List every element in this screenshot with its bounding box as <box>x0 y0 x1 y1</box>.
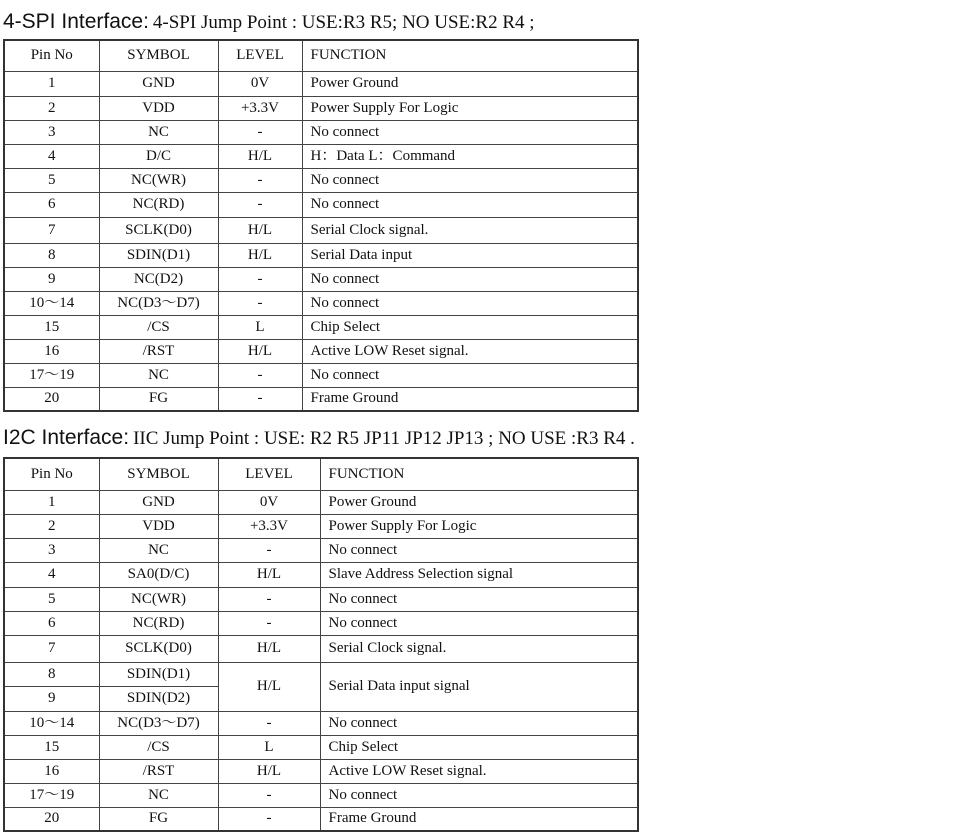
symbol-cell: NC(RD) <box>99 192 218 217</box>
level-cell: - <box>218 291 302 315</box>
level-cell: - <box>218 538 320 562</box>
level-cell: L <box>218 735 320 759</box>
function-cell: Serial Data input signal <box>320 662 638 711</box>
symbol-cell: NC(WR) <box>99 168 218 192</box>
function-cell: Active LOW Reset signal. <box>302 339 638 363</box>
table-row <box>4 711 638 735</box>
spi-section-heading <box>3 11 535 32</box>
symbol-cell: /CS <box>99 735 218 759</box>
table-row <box>4 339 638 363</box>
table-row <box>4 611 638 635</box>
symbol-cell: FG <box>99 807 218 831</box>
pin-no-cell: 15 <box>4 315 99 339</box>
table-row <box>4 315 638 339</box>
level-cell: 0V <box>218 490 320 514</box>
pin-no-cell: 10～14 <box>4 291 99 315</box>
pin-no-cell: 2 <box>4 96 99 120</box>
function-cell: No connect <box>320 538 638 562</box>
symbol-cell: SDIN(D1) <box>99 243 218 267</box>
pin-no-cell: 5 <box>4 587 99 611</box>
table-row <box>4 243 638 267</box>
i2c-pin-table <box>3 457 639 832</box>
table-row <box>4 514 638 538</box>
symbol-cell: SCLK(D0) <box>99 217 218 243</box>
pin-no-cell: 5 <box>4 168 99 192</box>
pin-no-cell: 2 <box>4 514 99 538</box>
pin-no-cell: 1 <box>4 71 99 96</box>
table-row <box>4 538 638 562</box>
symbol-cell: VDD <box>99 96 218 120</box>
table-header-row <box>4 458 638 490</box>
header-symbol: SYMBOL <box>99 458 218 490</box>
function-cell: No connect <box>302 291 638 315</box>
spi-jump-point-note: 4-SPI Jump Point : USE:R3 R5; NO USE:R2 R4 ; <box>152 12 535 33</box>
level-cell: +3.3V <box>218 96 302 120</box>
table-row <box>4 120 638 144</box>
table-row <box>4 387 638 411</box>
level-cell: - <box>218 120 302 144</box>
header-function: FUNCTION <box>302 40 638 71</box>
symbol-cell: /RST <box>99 759 218 783</box>
table-row <box>4 587 638 611</box>
function-cell: No connect <box>302 363 638 387</box>
level-cell: - <box>218 363 302 387</box>
symbol-cell: NC(D3～D7) <box>99 291 218 315</box>
symbol-cell: NC(D2) <box>99 267 218 291</box>
function-cell: Active LOW Reset signal. <box>320 759 638 783</box>
symbol-cell: GND <box>99 490 218 514</box>
function-cell: Frame Ground <box>302 387 638 411</box>
symbol-cell: NC(RD) <box>99 611 218 635</box>
pin-no-cell: 20 <box>4 807 99 831</box>
symbol-cell: D/C <box>99 144 218 168</box>
table-row <box>4 735 638 759</box>
level-cell: +3.3V <box>218 514 320 538</box>
pin-no-cell: 16 <box>4 759 99 783</box>
function-cell: No connect <box>302 168 638 192</box>
level-cell: H/L <box>218 635 320 662</box>
symbol-cell: NC <box>99 538 218 562</box>
pin-no-cell: 7 <box>4 635 99 662</box>
function-cell: No connect <box>302 267 638 291</box>
table-row <box>4 635 638 662</box>
table-row <box>4 783 638 807</box>
table-row <box>4 96 638 120</box>
pin-no-cell: 20 <box>4 387 99 411</box>
table-row <box>4 363 638 387</box>
table-row <box>4 168 638 192</box>
symbol-cell: SDIN(D1) <box>99 662 218 686</box>
pin-no-cell: 8 <box>4 662 99 686</box>
pin-no-cell: 6 <box>4 192 99 217</box>
function-cell: No connect <box>320 587 638 611</box>
pin-no-cell: 4 <box>4 562 99 587</box>
pin-no-cell: 16 <box>4 339 99 363</box>
table-header-row <box>4 40 638 71</box>
level-cell: 0V <box>218 71 302 96</box>
function-cell: Serial Clock signal. <box>320 635 638 662</box>
function-cell: Slave Address Selection signal <box>320 562 638 587</box>
level-cell: L <box>218 315 302 339</box>
pin-no-cell: 1 <box>4 490 99 514</box>
level-cell: - <box>218 168 302 192</box>
symbol-cell: SA0(D/C) <box>99 562 218 587</box>
level-cell: H/L <box>218 662 320 711</box>
level-cell: - <box>218 783 320 807</box>
pin-no-cell: 9 <box>4 686 99 711</box>
pin-no-cell: 3 <box>4 120 99 144</box>
level-cell: - <box>218 807 320 831</box>
table-row <box>4 807 638 831</box>
function-cell: No connect <box>302 120 638 144</box>
function-cell: Power Ground <box>320 490 638 514</box>
spi-pin-table <box>3 39 639 412</box>
table-row <box>4 217 638 243</box>
pin-no-cell: 3 <box>4 538 99 562</box>
level-cell: - <box>218 192 302 217</box>
level-cell: H/L <box>218 339 302 363</box>
table-row <box>4 71 638 96</box>
level-cell: H/L <box>218 759 320 783</box>
symbol-cell: SCLK(D0) <box>99 635 218 662</box>
table-row <box>4 662 638 686</box>
pin-no-cell: 4 <box>4 144 99 168</box>
symbol-cell: NC(D3～D7) <box>99 711 218 735</box>
table-row <box>4 490 638 514</box>
level-cell: H/L <box>218 217 302 243</box>
symbol-cell: GND <box>99 71 218 96</box>
pin-no-cell: 17～19 <box>4 363 99 387</box>
pin-no-cell: 10～14 <box>4 711 99 735</box>
function-cell: Frame Ground <box>320 807 638 831</box>
table-row <box>4 192 638 217</box>
i2c-section-heading <box>3 427 635 448</box>
symbol-cell: VDD <box>99 514 218 538</box>
symbol-cell: NC <box>99 783 218 807</box>
level-cell: - <box>218 587 320 611</box>
level-cell: H/L <box>218 243 302 267</box>
level-cell: - <box>218 387 302 411</box>
symbol-cell: /RST <box>99 339 218 363</box>
function-cell: Serial Clock signal. <box>302 217 638 243</box>
table-row <box>4 291 638 315</box>
function-cell: Chip Select <box>320 735 638 759</box>
header-function: FUNCTION <box>320 458 638 490</box>
symbol-cell: NC <box>99 363 218 387</box>
table-row <box>4 144 638 168</box>
level-cell: - <box>218 267 302 291</box>
pin-no-cell: 17～19 <box>4 783 99 807</box>
level-cell: - <box>218 611 320 635</box>
i2c-jump-point-note: IIC Jump Point : USE: R2 R5 JP11 JP12 JP13 ; NO USE :R3 R4 . <box>133 428 635 449</box>
function-cell: Power Supply For Logic <box>320 514 638 538</box>
function-cell: No connect <box>320 783 638 807</box>
pin-no-cell: 15 <box>4 735 99 759</box>
symbol-cell: SDIN(D2) <box>99 686 218 711</box>
spi-heading-title: 4-SPI Interface: <box>3 10 149 33</box>
level-cell: H/L <box>218 144 302 168</box>
level-cell: H/L <box>218 562 320 587</box>
i2c-heading-title: I2C Interface: <box>3 426 130 449</box>
header-pin-no: Pin No <box>4 40 99 71</box>
header-level: LEVEL <box>218 458 320 490</box>
pin-no-cell: 9 <box>4 267 99 291</box>
function-cell: Power Supply For Logic <box>302 96 638 120</box>
symbol-cell: NC <box>99 120 218 144</box>
symbol-cell: NC(WR) <box>99 587 218 611</box>
header-symbol: SYMBOL <box>99 40 218 71</box>
function-cell: H：Data L：Command <box>302 144 638 168</box>
header-level: LEVEL <box>218 40 302 71</box>
header-pin-no: Pin No <box>4 458 99 490</box>
pin-no-cell: 6 <box>4 611 99 635</box>
function-cell: No connect <box>302 192 638 217</box>
pin-no-cell: 7 <box>4 217 99 243</box>
level-cell: - <box>218 711 320 735</box>
function-cell: Power Ground <box>302 71 638 96</box>
symbol-cell: FG <box>99 387 218 411</box>
table-row <box>4 267 638 291</box>
table-row <box>4 562 638 587</box>
function-cell: Serial Data input <box>302 243 638 267</box>
function-cell: Chip Select <box>302 315 638 339</box>
symbol-cell: /CS <box>99 315 218 339</box>
pin-no-cell: 8 <box>4 243 99 267</box>
function-cell: No connect <box>320 711 638 735</box>
table-row <box>4 759 638 783</box>
function-cell: No connect <box>320 611 638 635</box>
